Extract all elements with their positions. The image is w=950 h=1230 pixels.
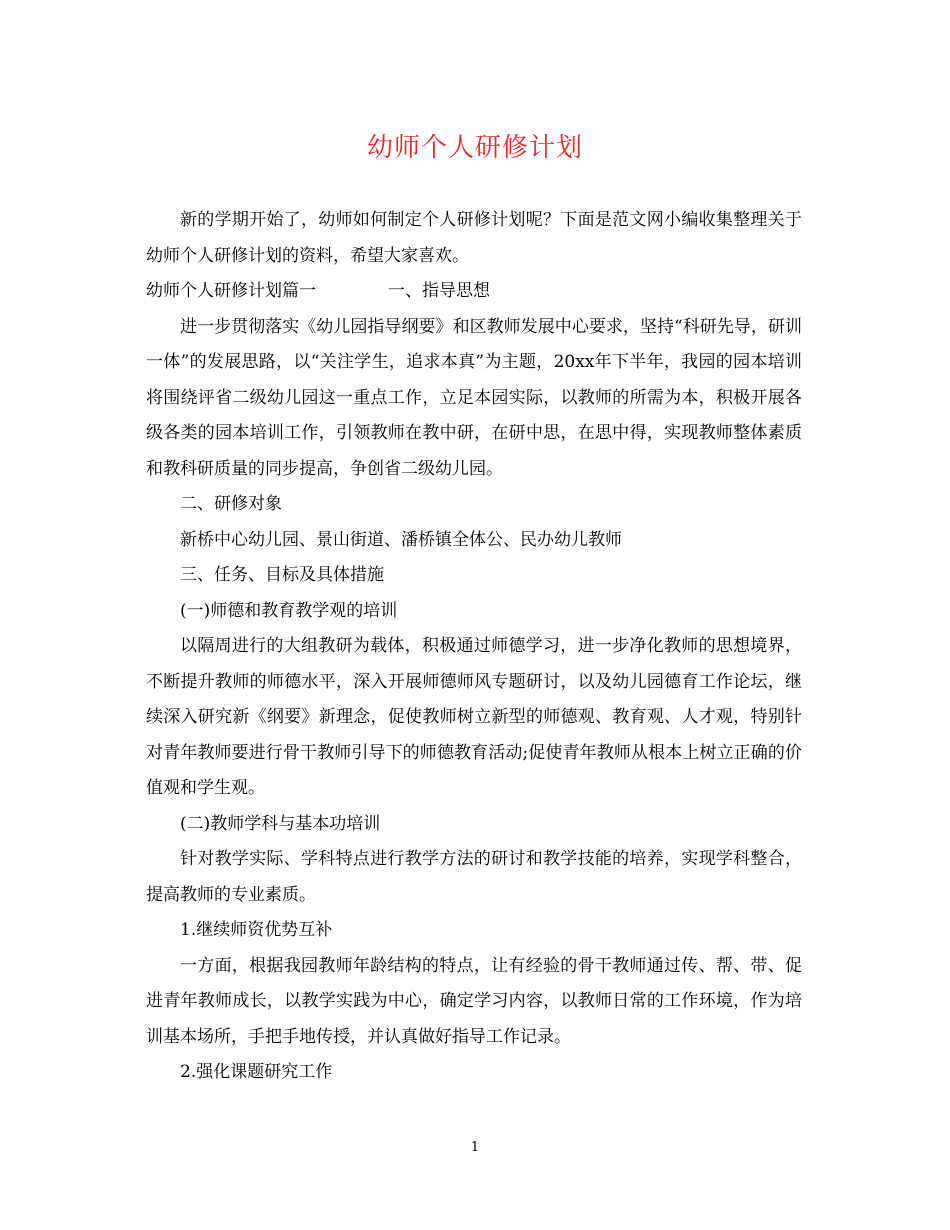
subject-training-paragraph: 针对教学实际、学科特点进行教学方法的研讨和教学技能的培养，实现学科整合，提高教师的专业素质。 — [146, 849, 802, 905]
document-title: 幼师个人研修计划 — [366, 133, 583, 163]
subsection-one-heading: (一)师德和教育教学观的培训 — [180, 600, 398, 621]
section-one-heading: 一、指导思想 — [388, 281, 490, 301]
item-two-heading: 2.强化课题研究工作 — [180, 1062, 333, 1082]
item-one-heading: 1.继续师资优势互补 — [180, 920, 333, 940]
guiding-thought-paragraph: 进一步贯彻落实《幼儿园指导纲要》和区教师发展中心要求，坚持“科研先导，研训一体”的发展思路，以“关注学生，追求本真”为主题，20xx年下半年，我园的园本培训将围绕评省二级幼儿园这一重点工作，立足本园实际，以教师的所需为本，积极开展各级各类的园本培训工作，引领教师在教中研，在研中思，在思中得，实现教师整体素质和教科研质量的同步提高，争创省二级幼儿园。 — [146, 316, 802, 479]
page-number: 1 — [470, 1140, 480, 1155]
intro-paragraph: 新的学期开始了，幼师如何制定个人研修计划呢？下面是范文网小编收集整理关于幼师个人研修计划的资料，希望大家喜欢。 — [146, 210, 802, 266]
subsection-two-heading: (二)教师学科与基本功培训 — [180, 813, 381, 834]
plan-heading-line — [146, 274, 802, 310]
plan-heading: 幼师个人研修计划篇一 — [146, 281, 316, 301]
research-targets-paragraph: 新桥中心幼儿园、景山街道、潘桥镇全体公、民办幼儿教师 — [180, 529, 622, 550]
ethics-training-paragraph: 以隔周进行的大组教研为载体，积极通过师德学习，进一步净化教师的思想境界，不断提升教师的师德水平，深入开展师德师风专题研讨，以及幼儿园德育工作论坛，继续深入研究新《纲要》新理念，促使教师树立新型的师德观、教育观、人才观，特别针对青年教师要进行骨干教师引导下的师德教育活动;促使青年教师从根本上树立正确的价值观和学生观。 — [146, 636, 802, 798]
section-two-heading: 二、研修对象 — [180, 494, 282, 514]
section-three-heading: 三、任务、目标及具体措施 — [180, 565, 384, 585]
mentoring-paragraph: 一方面，根据我园教师年龄结构的特点，让有经验的骨干教师通过传、帮、带、促进青年教师成长，以教学实践为中心，确定学习内容，以教师日常的工作环境，作为培训基本场所，手把手地传授，并认真做好指导工作记录。 — [146, 955, 802, 1047]
document-body — [146, 203, 802, 1091]
